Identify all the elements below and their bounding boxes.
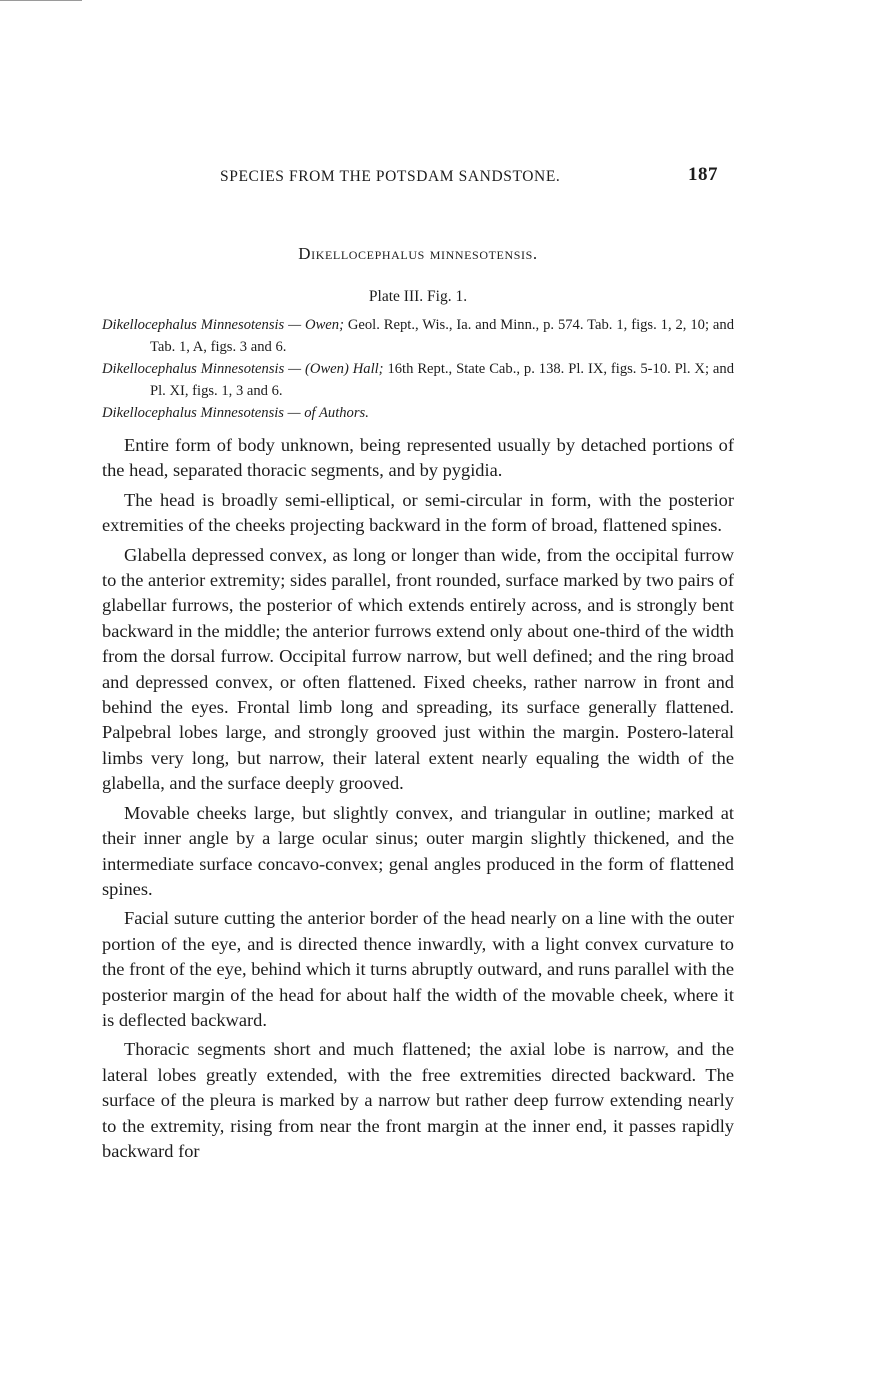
synonym-name: Dikellocephalus Minnesotensis — Owen; (102, 317, 344, 333)
paragraph: Glabella depressed convex, as long or longer than wide, from the occipital furrow to the anterior extremity; sides parallel, front rounded, surface marked by two pairs of glabellar furrows, the posterior of which extends entirely across, and is strongly bent backward in the middle; the anterior furrows extend only about one-third of the width from the dorsal furrow. Occipital furrow narrow, but well defined; and the ring broad and depressed convex, or often flattened. Fixed cheeks, rather narrow in front and behind the eyes. Frontal limb long and spreading, its surface generally flattened. Palpebral lobes large, and strongly grooved just within the margin. Postero-lateral limbs very long, but narrow, their lateral extent nearly equaling the width of the glabella, and the surface deeply grooved. (102, 544, 734, 794)
synonym-citation: Geol. Rept., Wis., Ia. and Minn., p. 574. Tab. 1, figs. 1, 2, 10; and Tab. 1, A, figs. 3 and 6. (150, 317, 734, 355)
synonym-name: Dikellocephalus Minnesotensis — (Owen) Hall; (102, 361, 384, 377)
synonymy-entry (102, 358, 734, 402)
paragraph: Entire form of body unknown, being represented usually by detached portions of the head, separated thoracic segments, and by pygidia. (102, 435, 734, 481)
synonymy-list (102, 314, 734, 424)
synonym-citation: 16th Rept., State Cab., p. 138. Pl. IX, figs. 5-10. Pl. X; and Pl. XI, figs. 1, 3 and 6. (150, 361, 734, 399)
synonymy-entry (102, 314, 734, 358)
paragraph: Facial suture cutting the anterior border of the head nearly on a line with the outer portion of the eye, and is directed thence inwardly, with a light convex curvature to the front of the eye, behind which it turns abruptly outward, and runs parallel with the posterior margin of the head for about half the width of the movable cheek, where it is deflected backward. (102, 908, 734, 1030)
synonymy-entry (102, 402, 734, 424)
corner-rule (0, 0, 82, 1)
running-title: SPECIES FROM THE POTSDAM SANDSTONE. (220, 168, 561, 185)
synonym-name: Dikellocephalus Minnesotensis — of Authors. (102, 405, 369, 421)
plate-reference: Plate III. Fig. 1. (368, 288, 468, 305)
species-heading: Dikellocephalus minnesotensis. (298, 244, 538, 263)
paragraph: Thoracic segments short and much flattened; the axial lobe is narrow, and the lateral lobes greatly extended, with the free extremities directed backward. The surface of the pleura is marked by a narrow but rather deep furrow extending nearly to the extremity, rising from near the front margin at the inner end, it passes rapidly backward for (102, 1039, 734, 1161)
description-body (102, 433, 734, 1164)
paragraph: The head is broadly semi-elliptical, or semi-circular in form, with the posterior extremities of the cheeks projecting backward in the form of broad, flattened spines. (102, 489, 734, 536)
running-head (102, 164, 734, 192)
page-number: 187 (688, 164, 718, 185)
paragraph: Movable cheeks large, but slightly convex, and triangular in outline; marked at their inner angle by a large ocular sinus; outer margin slightly thickened, and the intermediate surface concavo-convex; genal angles produced in the form of flattened spines. (102, 802, 734, 899)
